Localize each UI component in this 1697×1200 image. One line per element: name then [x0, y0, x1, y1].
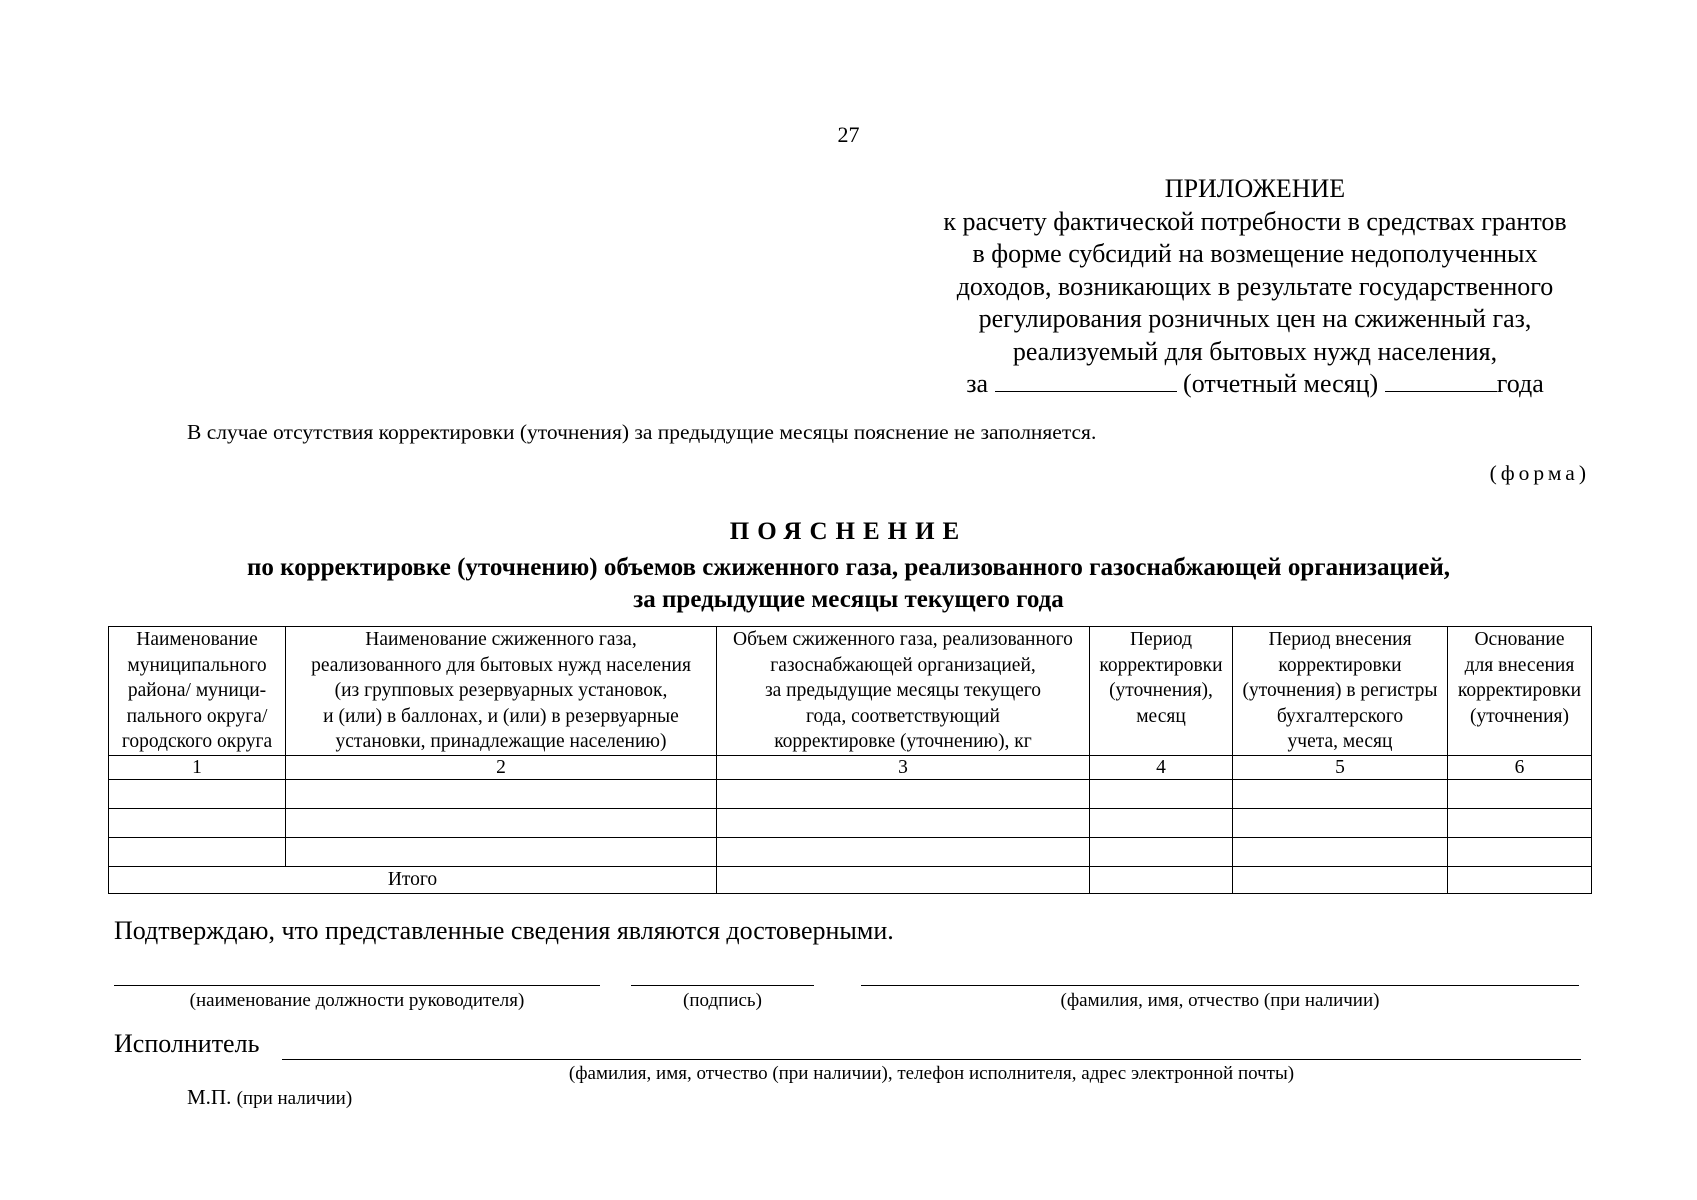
column-number: 2 — [286, 756, 717, 780]
appendix-title: ПРИЛОЖЕНИЕ — [1164, 174, 1346, 203]
table-cell[interactable] — [1448, 867, 1592, 894]
total-row — [109, 867, 1592, 894]
stamp-note: (при наличии) — [236, 1088, 353, 1109]
total-label: Итого — [109, 867, 717, 894]
period-suffix: года — [1496, 369, 1544, 398]
period-prefix: за — [966, 369, 989, 398]
appendix-line: к расчету фактической потребности в средствах грантов — [943, 206, 1567, 236]
table-cell[interactable] — [286, 838, 717, 867]
year-blank[interactable] — [1385, 369, 1497, 392]
table-cell[interactable] — [1233, 780, 1448, 809]
header-cell: Объем сжиженного газа, реализованного газоснабжающей организацией, за предыдущие месяцы текущего года, соответствующий корректировке (уточнению), кг — [717, 627, 1090, 756]
period-month-caption: (отчетный месяц) — [1183, 369, 1379, 398]
appendix-block — [880, 173, 1630, 401]
header-cell: Основание для внесения корректировки (уточнения) — [1448, 627, 1592, 756]
table-cell[interactable] — [1090, 780, 1233, 809]
table-cell[interactable] — [717, 838, 1090, 867]
column-number: 4 — [1090, 756, 1233, 780]
table-cell[interactable] — [286, 809, 717, 838]
column-number-row — [109, 756, 1592, 780]
signature-line[interactable] — [631, 985, 814, 986]
page-number: 27 — [837, 122, 860, 147]
column-number: 6 — [1448, 756, 1592, 780]
table-cell[interactable] — [1090, 809, 1233, 838]
table-cell[interactable] — [109, 838, 286, 867]
appendix-line: доходов, возникающих в результате государственного — [956, 271, 1554, 301]
table-cell[interactable] — [1448, 809, 1592, 838]
correction-table — [108, 626, 1592, 894]
column-number: 5 — [1233, 756, 1448, 780]
month-blank[interactable] — [995, 369, 1177, 392]
table-cell[interactable] — [717, 780, 1090, 809]
table-cell[interactable] — [1448, 780, 1592, 809]
column-number: 1 — [109, 756, 286, 780]
executor-label: Исполнитель — [114, 1029, 260, 1058]
table-row — [109, 780, 1592, 809]
appendix-period-line — [880, 368, 1630, 401]
table-row — [109, 809, 1592, 838]
table-row — [109, 838, 1592, 867]
table-cell[interactable] — [109, 780, 286, 809]
position-caption: (наименование должности руководителя) — [189, 990, 525, 1011]
column-number: 3 — [717, 756, 1090, 780]
header-cell: Наименование муниципального района/ муници- пального округа/ городского округа — [109, 627, 286, 756]
subtitle-line: за предыдущие месяцы текущего года — [633, 586, 1064, 613]
header-cell: Период внесения корректировки (уточнения) в регистры бухгалтерского учета, месяц — [1233, 627, 1448, 756]
subtitle-line: по корректировке (уточнению) объемов сжиженного газа, реализованного газоснабжающей организацией, — [246, 554, 1451, 581]
confirmation-statement: Подтверждаю, что представленные сведения являются достоверными. — [114, 916, 894, 945]
header-cell: Период корректировки (уточнения), месяц — [1090, 627, 1233, 756]
full-name-line[interactable] — [861, 985, 1579, 986]
executor-line[interactable] — [282, 1059, 1581, 1060]
table-cell[interactable] — [1448, 838, 1592, 867]
form-label: (форма) — [1489, 461, 1590, 485]
stamp-place — [187, 1085, 352, 1110]
appendix-line: регулирования розничных цен на сжиженный газ, — [978, 304, 1532, 333]
appendix-line: в форме субсидий на возмещение недополученных — [972, 239, 1538, 268]
table-cell[interactable] — [1090, 867, 1233, 894]
table-cell[interactable] — [109, 809, 286, 838]
header-cell: Наименование сжиженного газа, реализованного для бытовых нужд населения (из групповых резервуарных установок, и (или) в баллонах, и (или) в резервуарные установки, принадлежащие населению) — [286, 627, 717, 756]
document-subtitle — [0, 552, 1697, 616]
table-cell[interactable] — [1233, 838, 1448, 867]
full-name-caption: (фамилия, имя, отчество (при наличии) — [1060, 990, 1380, 1011]
table-cell[interactable] — [1233, 809, 1448, 838]
table-header-row — [109, 627, 1592, 756]
document-title: ПОЯСНЕНИЕ — [729, 518, 968, 545]
table-cell[interactable] — [717, 809, 1090, 838]
table-cell[interactable] — [1090, 838, 1233, 867]
signature-caption: (подпись) — [683, 990, 762, 1011]
instruction-note: В случае отсутствия корректировки (уточнения) за предыдущие месяцы пояснение не заполняется. — [187, 420, 1097, 444]
table-cell[interactable] — [286, 780, 717, 809]
table-cell[interactable] — [1233, 867, 1448, 894]
stamp-label: М.П. — [187, 1085, 232, 1109]
position-signature-line[interactable] — [114, 985, 600, 986]
table-cell[interactable] — [717, 867, 1090, 894]
executor-caption: (фамилия, имя, отчество (при наличии), телефон исполнителя, адрес электронной почты) — [568, 1063, 1295, 1084]
appendix-line: реализуемый для бытовых нужд населения, — [1012, 336, 1498, 366]
